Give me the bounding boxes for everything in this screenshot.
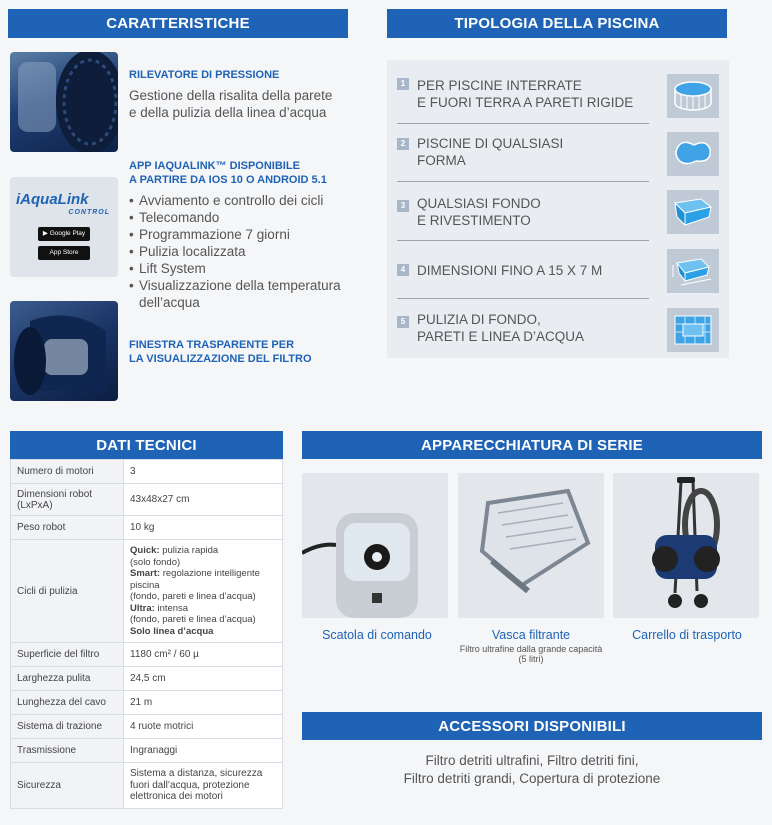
spec-value: Ingranaggi [124, 739, 283, 763]
spec-value: 3 [124, 460, 283, 484]
iaqualink-logo [10, 177, 118, 277]
round-pool-icon [667, 74, 719, 118]
pool-type-row [397, 300, 727, 356]
spec-label: Cicli di pulizia [11, 540, 124, 643]
spec-label: Trasmissione [11, 739, 124, 763]
tipologia-header: TIPOLOGIA DELLA PISCINA [387, 9, 727, 38]
eq-sublabel-filter-basket: Filtro ultrafine dalla grande capacità (5 litri) [459, 644, 603, 664]
feature-title-pressure: RILEVATORE DI PRESSIONE [129, 69, 280, 81]
dati-tecnici-header: DATI TECNICI [10, 431, 283, 459]
spec-label: Sicurezza [11, 763, 124, 809]
row-text: PULIZIA DI FONDO, PARETI E LINEA D’ACQUA [417, 312, 585, 344]
google-play-badge[interactable]: ▶ Google Play [38, 227, 90, 241]
list-item: • Avviamento e controllo dei cicli [129, 192, 354, 209]
feature-text-pressure: Gestione della risalita della parete e della pulizia della linea d’acqua [129, 88, 333, 120]
row-number: 5 [397, 316, 409, 328]
filter-basket-image [458, 473, 604, 618]
row-text: QUALSIASI FONDO E RIVESTIMENTO [417, 196, 541, 228]
table-row [11, 540, 283, 643]
pool-type-row [397, 182, 727, 238]
spec-value: 24,5 cm [124, 667, 283, 691]
row-number: 3 [397, 200, 409, 212]
spec-label: Sistema di trazione [11, 715, 124, 739]
table-row [11, 739, 283, 763]
table-row [11, 460, 283, 484]
pressure-sensor-image [10, 52, 118, 152]
row-text: PISCINE DI QUALSIASI FORMA [417, 136, 564, 168]
control-box-image [302, 473, 448, 618]
spec-value: 4 ruote motrici [124, 715, 283, 739]
spec-label: Dimensioni robot (LxPxA) [11, 484, 124, 516]
transport-cart-image [613, 473, 759, 618]
accessories-text: Filtro detriti ultrafini, Filtro detriti fini, Filtro detriti grandi, Copertura di protezione [403, 753, 661, 786]
spec-value: 43x48x27 cm [124, 484, 283, 516]
list-item: • Programmazione 7 giorni [129, 226, 354, 243]
spec-value: 10 kg [124, 516, 283, 540]
table-row [11, 667, 283, 691]
accessori-header: ACCESSORI DISPONIBILI [302, 712, 762, 740]
tech-data-table [10, 459, 283, 809]
spec-label: Superficie del filtro [11, 643, 124, 667]
table-row [11, 516, 283, 540]
list-item: • Telecomando [129, 209, 354, 226]
app-store-label: App Store [49, 249, 79, 256]
app-store-badge[interactable] [38, 246, 90, 260]
table-row [11, 763, 283, 809]
feature-title-window: FINESTRA TRASPARENTE PER LA VISUALIZZAZIONE DEL FILTRO [129, 339, 312, 365]
pool-type-row [397, 124, 727, 180]
row-number: 2 [397, 138, 409, 150]
filter-window-image [10, 301, 118, 401]
table-row [11, 691, 283, 715]
pool-floor-icon [667, 190, 719, 234]
spec-label: Numero di motori [11, 460, 124, 484]
row-text: DIMENSIONI FINO A 15 X 7 M [417, 263, 603, 278]
row-number: 1 [397, 78, 409, 90]
iaqualink-sub: CONTROL [68, 209, 110, 216]
google-play-label: Google Play [49, 230, 86, 237]
spec-value: 21 m [124, 691, 283, 715]
table-row [11, 715, 283, 739]
spec-label: Larghezza pulita [11, 667, 124, 691]
pool-type-panel [387, 60, 729, 358]
spec-value: 1180 cm² / 60 µ [124, 643, 283, 667]
list-item: • Visualizzazione della temperatura dell’acqua [129, 277, 354, 311]
row-number: 4 [397, 264, 409, 276]
pool-cleaning-icon [667, 308, 719, 352]
iaqualink-brand: iAquaLink [16, 191, 89, 208]
eq-label-control-box: Scatola di comando [322, 628, 432, 642]
list-item: • Pulizia localizzata [129, 243, 354, 260]
list-item: • Lift System [129, 260, 354, 277]
apparecchiatura-header: APPARECCHIATURA DI SERIE [302, 431, 762, 459]
eq-label-cart: Carrello di trasporto [632, 628, 742, 642]
spec-value-cycles: Quick: pulizia rapida (solo fondo) Smart: regolazione intelligente piscina (fondo, pareti e linea d’acqua) Ultra: intensa (fondo, pareti e linea d’acqua) Solo linea d’acqua [124, 540, 283, 643]
caratteristiche-header: CARATTERISTICHE [8, 9, 348, 38]
spec-value: Sistema a distanza, sicurezza fuori dall’acqua, protezione elettronica dei motori [124, 763, 283, 809]
freeform-pool-icon [667, 132, 719, 176]
app-features-list [129, 192, 354, 311]
spec-label: Peso robot [11, 516, 124, 540]
pool-type-row [397, 241, 727, 297]
row-text: PER PISCINE INTERRATE E FUORI TERRA A PARETI RIGIDE [417, 78, 634, 110]
feature-title-app: APP IAQUALINK™ DISPONIBILE A PARTIRE DA IOS 10 O ANDROID 5.1 [129, 160, 327, 186]
pool-type-row [397, 66, 727, 122]
pool-dimensions-icon [667, 249, 719, 293]
eq-label-filter-basket: Vasca filtrante [491, 628, 571, 642]
divider [397, 298, 649, 299]
spec-label: Lunghezza del cavo [11, 691, 124, 715]
table-row [11, 643, 283, 667]
table-row [11, 484, 283, 516]
